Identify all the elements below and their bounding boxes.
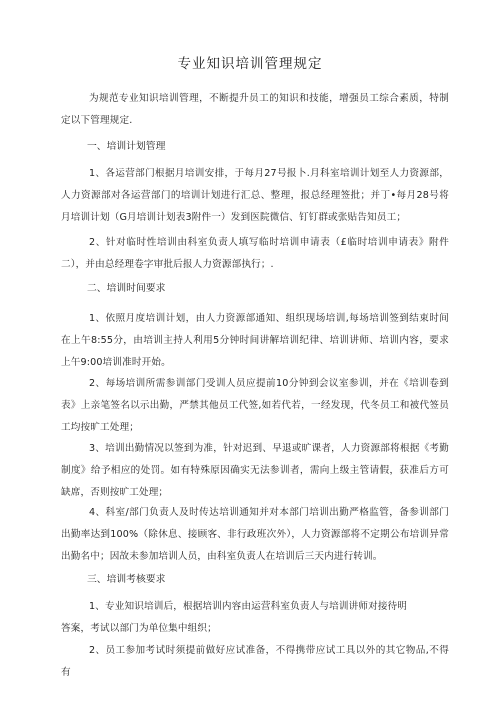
plan-paragraph-1 — [61, 163, 449, 229]
assessment-paragraph-1-line-2: 答案，考试以部门为单位集中组织； — [61, 623, 217, 634]
time-paragraph-3 — [61, 438, 449, 504]
time-paragraph-4-text: 4、科室/部门负责人及时传达培训通知并对本部门培训出勤严格监管，备参训部门出勤率达到100%（除休息、接顾客、非行政班次外），人力资源部将不定期公布培训异常出勤名中；因故未参加培训人员，由科室负责人在培训后三天内进行转训。 — [61, 507, 449, 562]
time-paragraph-4 — [61, 502, 449, 568]
time-paragraph-2 — [61, 373, 449, 439]
section-heading-time: 二、培训时间要求 — [87, 283, 166, 294]
page-title: 专业知识培训管理规定 — [177, 56, 323, 72]
time-paragraph-1 — [61, 308, 449, 374]
time-paragraph-1-text: 1、依照月度培训计划，由人力资源部通知、组织现场培训,每场培训签到结束时间在上午8:55分，由培训主持人利用5分钟时间讲解培训纪律、培训讲师、培训内容，要求上午9:00培训准时开始。 — [61, 313, 449, 368]
assessment-paragraph-1 — [61, 596, 449, 640]
plan-paragraph-1-text: 1、各运营部门根据月培训安排，于每月27号报卜.月科室培训计划至人力资源部，人力资源部对各运营部门的培训计划进行汇总、整理，报总经理签批；并丁•每月28号将月培训计划（G月培训计划表3附件一）发到医院微信、钉钉群或张贴告知员工； — [61, 168, 449, 223]
time-paragraph-2-text: 2、每场培训所需参训部门受训人员应提前10分钟到会议室参训，并在《培训卷到表》上亲笔签名以示出勤，严禁其他员工代签,如若代若，一经发现，代冬员工和被代签员工均按旷工处理； — [61, 378, 449, 433]
intro-paragraph — [61, 88, 449, 132]
plan-paragraph-2 — [61, 232, 449, 276]
assessment-paragraph-2-text: 2、员工参加考试时须提前做好应试准备，不得携带应试工具以外的其它物品,不得有 — [61, 645, 449, 678]
time-paragraph-3-text: 3、培训出勤情况以签到为准，针对迟到、早退或旷课者，人力资源部将根据《考勤制度》给予相应的处罚。如有特殊原因确实无法参训者，需向上级主管请假，获准后方可缺席，否则按旷工处理； — [61, 443, 449, 498]
plan-paragraph-2-text: 2、针对临时性培训由科室负责人填写临时培训申请表（£临时培训申请表》附件二），并由总经理卷字审批后报人力资源部执行；. — [61, 237, 449, 270]
section-heading-plan: 一、培训计划管理 — [87, 141, 166, 152]
assessment-paragraph-2 — [61, 640, 449, 684]
section-heading-assessment: 三、培训考核要求 — [87, 574, 166, 585]
intro-text: 为规范专业知识培训管理，不断提升员工的知识和技能，增强员工综合素质，特制定以下管理规定. — [61, 93, 449, 126]
assessment-paragraph-1-line-1: 1、专业知识培训后，根据培训内容由运营科室负责人与培训讲师对接待明 — [89, 601, 408, 612]
